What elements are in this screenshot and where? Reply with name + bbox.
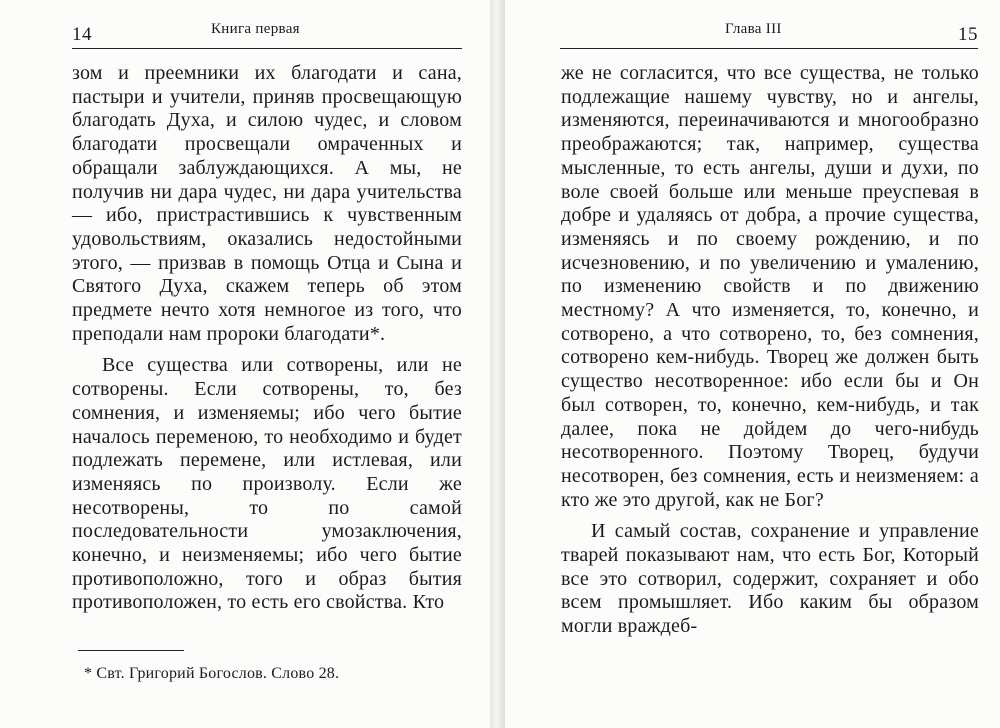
left-page-number: 14 — [72, 24, 92, 45]
right-page-body — [561, 62, 979, 647]
right-header-rule — [560, 48, 978, 49]
right-paragraph-1: же не согласится, что все существа, не только подлежащие нашему чувству, но и ангелы, изменяются, переиначиваются и многообразно преображаются; так, например, существа мысленные, то есть ангелы, души и духи, по воле своей больше или меньше преуспевая в добре и удаляясь от добра, а прочие существа, изменяясь и по своему рождению, и по исчезновению, и по увеличению и умалению, по изменению свойств и по движению местному? А что изменяется, то, конечно, и сотворено, а что сотворено, то, без сомнения, сотворено кем-нибудь. Творец же должен быть существо несотворенное: ибо если бы и Он был сотворен, то, конечно, кем-нибудь, и так далее, пока не дойдем до чего-нибудь несотворенного. Поэтому Творец, будучи несотворен, без сомнения, есть и неизменяем: а кто же это другой, как не Бог? — [561, 62, 979, 511]
left-page-body — [72, 62, 462, 623]
right-paragraph-2: И самый состав, сохранение и управление тварей показывают нам, что есть Бог, Который все это сотворил, содержит, сохраняет и обо всем промышляет. Ибо каким бы образом могли враждеб- — [561, 520, 979, 638]
left-running-head: Книга первая — [211, 21, 300, 37]
book-gutter — [490, 0, 505, 728]
left-page-header — [72, 18, 462, 50]
footnote-rule — [78, 650, 184, 651]
right-page-number: 15 — [958, 24, 978, 45]
left-paragraph-2: Все существа или сотворены, или не сотворены. Если сотворены, то, без сомнения, и изменяемы; ибо чего бытие началось переменою, то необходимо и будет подлежать перемене, или истлевая, или изменяясь по произволу. Если же несотворены, то по самой последовательности умозаключения, конечно, и неизменяемы; ибо чего бытие противоположно, того и образ бытия противоположен, то есть его свойства. Кто — [72, 354, 462, 614]
right-page — [505, 0, 1000, 728]
footnote: * Свт. Григорий Богослов. Слово 28. — [84, 665, 340, 682]
right-running-head: Глава III — [725, 21, 782, 37]
right-page-header — [560, 18, 978, 50]
left-page — [0, 0, 490, 728]
left-paragraph-1: зом и преемники их благодати и сана, пастыри и учители, приняв просвещающую благодать Духа, и силою чудес, и словом благодати просвещали омраченных и обращали заблуждающихся. А мы, не получив ни дара чудес, ни дара учительства — ибо, пристрастившись к чувственным удовольствиям, оказались недостойными этого, — призвав в помощь Отца и Сына и Святого Духа, скажем теперь об этом предмете нечто хотя немногое из того, что преподали нам пророки благодати*. — [72, 62, 462, 345]
left-header-rule — [72, 48, 462, 49]
